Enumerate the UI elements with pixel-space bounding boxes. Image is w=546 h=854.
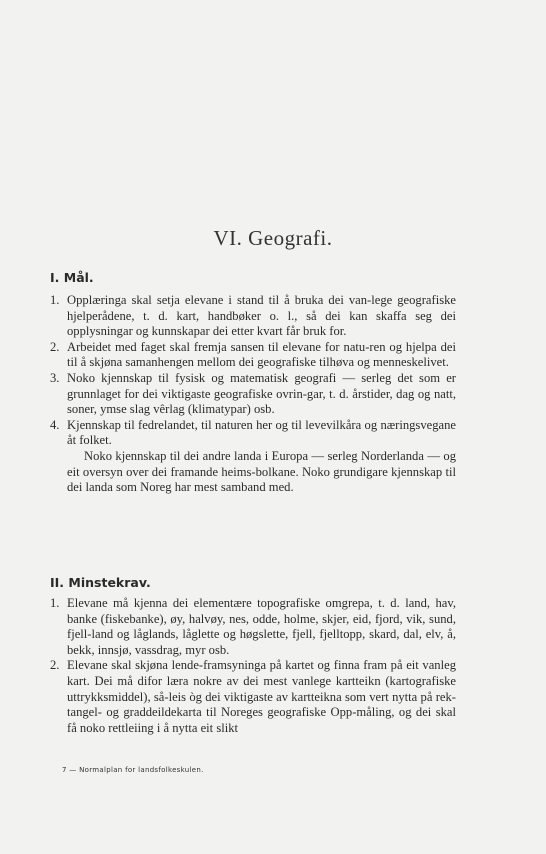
list-item <box>50 658 456 736</box>
section-maal-body <box>50 293 456 496</box>
list-item-text: Arbeidet med faget skal fremja sansen til elevane for natu-ren og hjelpa dei til å skjøna samanhengen mellom dei geografiske tilhøva og menneskelivet. <box>67 339 456 370</box>
section-heading-maal: I. Mål. <box>50 270 94 285</box>
list-item <box>50 596 456 658</box>
section-heading-minstekrav: II. Minstekrav. <box>50 575 151 590</box>
list-item-text: Opplæringa skal setja elevane i stand til å bruka dei van-lege geografiske hjelperådene, t. d. kart, handbøker o. l., så dei kan skaffa seg dei opplysningar og kunnskapar dei etter kvart får bruk for. <box>67 293 456 339</box>
list-item-text: Elevane skal skjøna lende-framsyninga på kartet og finna fram på eit vanleg kart. Dei må difor læra nokre av dei mest vanlege kartteikn (kartografiske uttrykksmiddel), så-leis òg dei viktigaste av kartteikna som vert nytta på rek-tangel- og graddeildekarta til Noreges geografiske Opp-måling, og dei skal få noko rettleiing i å nytta eit slikt <box>67 658 456 735</box>
list-item <box>50 418 456 449</box>
list-item-number: 1. <box>50 596 60 610</box>
list-item-text: Kjennskap til fedrelandet, til naturen her og til levevilkåra og næringsvegane åt folket. <box>67 417 456 448</box>
list-item <box>50 371 456 418</box>
list-item-text: Elevane må kjenna dei elementære topografiske omgrepa, t. d. land, hav, banke (fiskebanke), øy, halvøy, nes, odde, holme, skjer, eid, fjord, vik, sund, fjell-land og låglands, låglette og høgslette, fjell, fjelltopp, skard, dal, elv, å, bekk, innsjø, vassdrag, myr osb. <box>67 596 456 657</box>
list-item-number: 2. <box>50 339 60 354</box>
list-item-number: 2. <box>50 658 60 673</box>
list-item-number: 3. <box>50 370 60 385</box>
list-item-number: 4. <box>50 417 60 432</box>
list-item <box>50 340 456 371</box>
list-item-number: 1. <box>50 293 60 307</box>
body-paragraph: Noko kjennskap til dei andre landa i Europa — serleg Norderlanda — og eit oversyn over dei framande heims-bolkane. Noko grundigare kjennskap til dei landa som Noreg har mest samband med. <box>67 448 456 495</box>
list-item <box>50 293 456 340</box>
footnote: 7 — Normalplan for landsfolkeskulen. <box>62 766 204 774</box>
chapter-title: VI. Geografi. <box>213 226 333 250</box>
list-item-text: Noko kjennskap til fysisk og matematisk geografi — serleg det som er grunnlaget for dei viktigaste geografiske ovrin-gar, t. d. årstider, dag og natt, soner, ymse slag vêrlag (klimatypar) osb. <box>67 370 456 417</box>
section-minstekrav-body <box>50 596 456 736</box>
